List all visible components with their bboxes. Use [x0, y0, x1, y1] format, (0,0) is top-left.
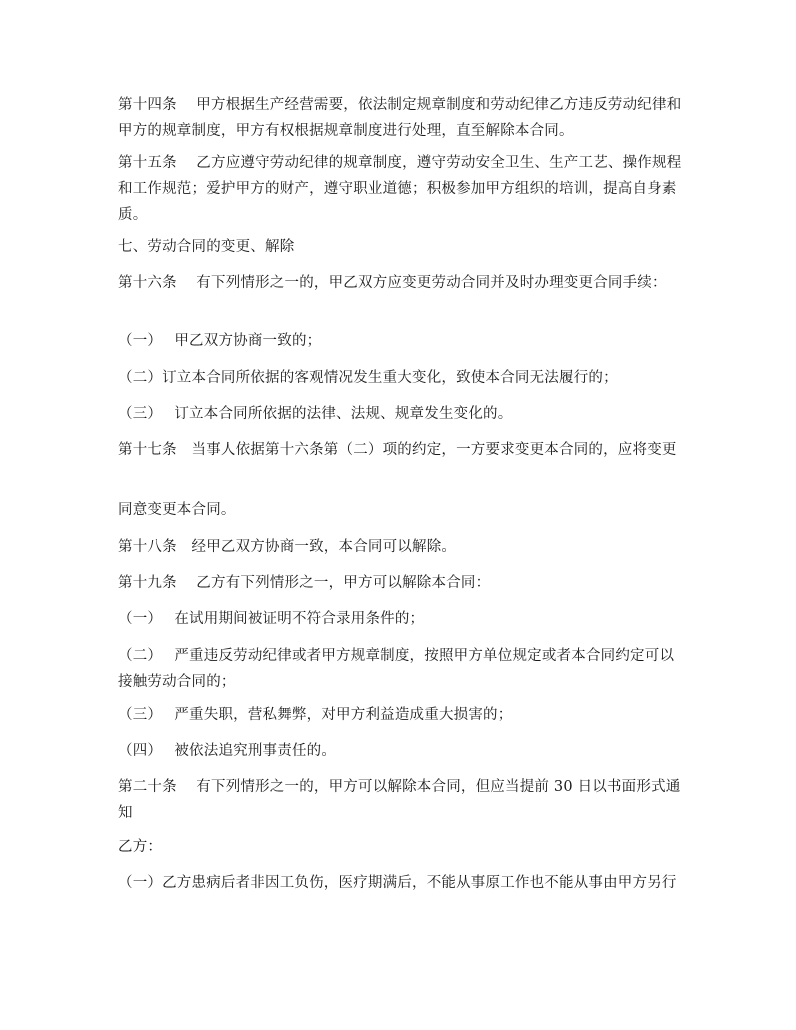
clause-19-item-2: （二） 严重违反劳动纪律或者甲方规章制度，按照甲方单位规定或者本合同约定可以接触劳动合同的；: [118, 648, 675, 690]
clause-19-item-3: （三） 严重失职，营私舞弊，对甲方利益造成重大损害的；: [118, 707, 513, 723]
clause-19: 第十九条 乙方有下列情形之一，甲方可以解除本合同：: [118, 575, 491, 591]
section-heading-7: 七、劳动合同的变更、解除: [118, 239, 295, 255]
clause-16: 第十六条 有下列情形之一的，甲乙双方应变更劳动合同并及时办理变更合同手续：: [118, 275, 667, 291]
clause-18: 第十八条 经甲乙双方协商一致，本合同可以解除。: [118, 539, 457, 555]
clause-17-continued: 同意变更本合同。: [118, 502, 236, 518]
clause-20-continued: 乙方：: [118, 839, 163, 855]
clause-16-item-3: （三） 订立本合同所依据的法律、法规、规章发生变化的。: [118, 406, 513, 422]
clause-17: 第十七条 当事人依据第十六条第（二）项的约定，一方要求变更本合同的，应将变更: [118, 442, 677, 458]
clause-14: 第十四条 甲方根据生产经营需要，依法制定规章制度和劳动纪律乙方违反劳动纪律和甲方的规章制度，甲方有权根据规章制度进行处理，直至解除本合同。: [118, 97, 682, 139]
clause-16-item-2: （二）订立本合同所依据的客观情况发生重大变化，致使本合同无法履行的；: [118, 370, 618, 386]
clause-19-item-4: （四） 被依法追究刑事责任的。: [118, 743, 337, 759]
clause-15: 第十五条 乙方应遵守劳动纪律的规章制度，遵守劳动安全卫生、生产工艺、操作规程和工作规范；爱护甲方的财产，遵守职业道德；积极参加甲方组织的培训，提高自身素质。: [118, 155, 682, 223]
clause-19-item-1: （一） 在试用期间被证明不符合录用条件的；: [118, 611, 425, 627]
clause-20-item-1: （一）乙方患病后者非因工负伤，医疗期满后，不能从事原工作也不能从事由甲方另行: [118, 875, 677, 891]
clause-16-item-1: （一） 甲乙双方协商一致的；: [118, 333, 322, 349]
clause-20: 第二十条 有下列情形之一的，甲方可以解除本合同，但应当提前 30 日以书面形式通知: [118, 779, 681, 821]
